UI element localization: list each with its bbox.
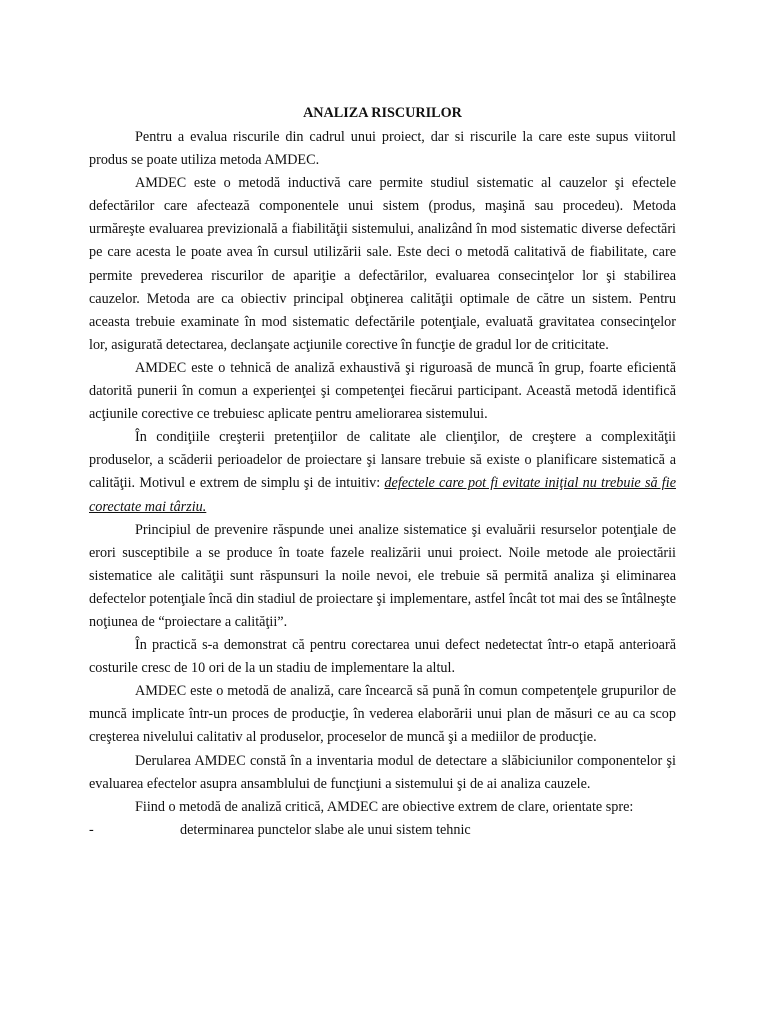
paragraph-6: În practică s-a demonstrat că pentru corectarea unui defect nedetectat într-o etapă anterioară costurile cresc de 10 ori de la un stadiu de implementare la altul. <box>89 637 676 677</box>
paragraph-3: AMDEC este o tehnică de analiză exhaustivă şi riguroasă de muncă în grup, foarte eficientă datorită punerii în comun a experienţei şi competenţei fiecărui participant. Această metodă identifică acţiunile corective ce trebuiesc aplicate pentru ameliorarea sistemului. <box>89 359 676 423</box>
paragraph-1: Pentru a evalua riscurile din cadrul unui proiect, dar si riscurile la care este supus viitorul produs se poate utiliza metoda AMDEC. <box>89 129 676 169</box>
paragraph-4 <box>89 426 676 518</box>
paragraph-8: Derularea AMDEC constă în a inventaria modul de detectare a slăbiciunilor componentelor şi evaluarea efectelor asupra ansamblului de funcţiuni a sistemului şi de ai analiza cauzele. <box>89 752 676 792</box>
paragraph-7: AMDEC este o metodă de analiză, care încearcă să pună în comun competenţele grupurilor de muncă implicate într-un proces de producţie, în vederea elaborării unui plan de măsuri ce au ca scop creşterea nivelului calitativ al produselor, proceselor de muncă şi a mediilor de producţie. <box>89 683 676 746</box>
list-item <box>89 819 676 842</box>
paragraph-4-text: În condiţiile creşterii pretenţiilor de calitate ale clienţilor, de creştere a complexităţii produselor, a scăderii perioadelor de proiectare şi lansare trebuie să existe o planificare sistematică a calităţii. Motivul e extrem de simplu şi de intuitiv: <box>89 429 676 492</box>
list-item-text: determinarea punctelor slabe ale unui sistem tehnic <box>180 821 471 838</box>
document-title: ANALIZA RISCURILOR <box>303 105 462 121</box>
paragraph-5: Principiul de prevenire răspunde unei analize sistematice şi evaluării resurselor potenţiale de erori susceptibile a se produce în toate fazele realizării unui proiect. Noile metode ale proiectării sistematice ale calităţii sunt răspunsuri la noile nevoi, ele trebuie să permită analiza şi eliminarea defectelor potenţiale încă din stadiul de proiectare şi implementare, astfel încât tot mai des se întâlneşte noţiunea de “proiectare a calităţii”. <box>89 521 676 630</box>
paragraph-9: Fiind o metodă de analiză critică, AMDEC are obiective extrem de clare, orientate spre: <box>135 798 634 815</box>
list-marker: - <box>89 821 94 838</box>
paragraph-4-emphasis: defectele care pot fi evitate iniţial nu trebuie să fie corectate mai târziu. <box>89 475 676 515</box>
paragraph-2: AMDEC este o metodă inductivă care permite studiul sistematic al cauzelor şi efectele defectărilor care afectează componentele unui sistem (produs, maşină sau procedeu). Metoda urmăreşte evaluarea previzională a fiabilităţii sistemului, analizând în mod sistematic diverse defectări pe care acesta le poate avea în cursul utilizării sale. Este deci o metodă calitativă de fiabilitate, care permite prevederea riscurilor de apariţie a defectărilor, evaluarea consecinţelor lor şi stabilirea cauzelor. Metoda are ca obiectiv principal obţinerea calităţii optimale de către un sistem. Pentru aceasta trebuie examinate în mod sistematic defectările potenţiale, evaluată gravitatea consecinţelor lor, asigurată detectarea, declanşate acţiunile corective în funcţie de gradul lor de criticitate. <box>89 175 676 353</box>
